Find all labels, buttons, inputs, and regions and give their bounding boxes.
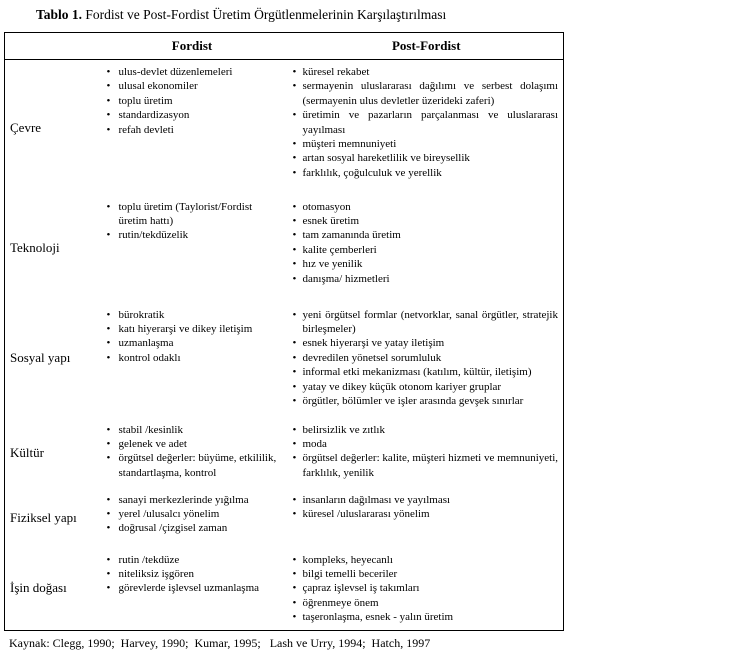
list-item: • örgütler, bölümler ve işler arasında gevşek sınırlar [290,394,564,408]
fordist-cell [95,547,290,631]
list-item: • rutin/tekdüzelik [95,228,290,242]
list-item: • kalite çemberleri [290,243,564,257]
postfordist-cell [290,300,564,417]
row-label-text: Kültür [10,444,44,460]
list-item: • örgütsel değerler: kalite, müşteri hizmeti ve memnuniyeti, farklılık, yenilik [290,451,564,480]
list-item: • kontrol odaklı [95,351,290,365]
list-item: • esnek üretim [290,214,564,228]
table-row [5,417,564,489]
table-row [5,300,564,417]
list-item: • katı hiyerarşi ve dikey iletişim [95,322,290,336]
postfordist-cell [290,489,564,547]
header-row [5,33,564,60]
list-item: • uzmanlaşma [95,336,290,350]
fordist-cell [95,196,290,300]
row-label [5,300,95,417]
fordist-cell [95,60,290,196]
list-item: • refah devleti [95,123,290,137]
list-item: • toplu üretim (Taylorist/Fordist üretim hattı) [95,200,290,229]
caption-title: Fordist ve Post-Fordist Üretim Örgütlenmelerinin Karşılaştırılması [85,7,447,22]
list-item: • toplu üretim [95,94,290,108]
postfordist-cell [290,196,564,300]
fordist-list [95,65,290,137]
postfordist-list [290,553,564,625]
row-label-text: İşin doğası [10,580,67,596]
fordist-cell [95,489,290,547]
list-item: • yeni örgütsel formlar (netvorklar, sanal örgütler, stratejik birleşmeler) [290,308,564,337]
list-item: • küresel rekabet [290,65,564,79]
table-caption [36,7,446,23]
list-item: • ulus-devlet düzenlemeleri [95,65,290,79]
list-item: • farklılık, çoğulculuk ve yerellik [290,166,564,180]
table-row [5,547,564,631]
postfordist-list [290,308,564,409]
list-item: • doğrusal /çizgisel zaman [95,521,290,535]
list-item: • görevlerde işlevsel uzmanlaşma [95,581,290,595]
list-item: • üretimin ve pazarların parçalanması ve uluslararası yayılması [290,108,564,137]
list-item: • ulusal ekonomiler [95,79,290,93]
fordist-list [95,423,290,481]
list-item: • bürokratik [95,308,290,322]
list-item: • niteliksiz işgören [95,567,290,581]
list-item: • devredilen yönetsel sorumluluk [290,351,564,365]
list-item: • informal etki mekanizması (katılım, kültür, iletişim) [290,365,564,379]
header-fordist: Fordist [95,33,290,60]
list-item: • çapraz işlevsel iş takımları [290,581,564,595]
source-footer: Kaynak: Clegg, 1990; Harvey, 1990; Kumar, 1995; Lash ve Urry, 1994; Hatch, 1997 [9,636,431,650]
row-label [5,547,95,631]
row-label-text: Sosyal yapı [10,350,71,365]
fordist-list [95,308,290,366]
list-item: • insanların dağılması ve yayılması [290,493,564,507]
list-item: • sanayi merkezlerinde yığılma [95,493,290,507]
postfordist-cell [290,417,564,489]
list-item: • yatay ve dikey küçük otonom kariyer gruplar [290,380,564,394]
header-postfordist: Post-Fordist [290,33,564,60]
table-row [5,60,564,196]
list-item: • müşteri memnuniyeti [290,137,564,151]
row-label [5,489,95,547]
list-item: • stabil /kesinlik [95,423,290,437]
list-item: • öğrenmeye önem [290,596,564,610]
row-label-text: Teknoloji [10,239,60,255]
fordist-cell [95,300,290,417]
list-item: • küresel /uluslararası yönelim [290,507,564,521]
list-item: • artan sosyal hareketlilik ve bireysellik [290,151,564,165]
row-label [5,417,95,489]
list-item: • kompleks, heyecanlı [290,553,564,567]
list-item: • taşeronlaşma, esnek - yalın üretim [290,610,564,624]
postfordist-list [290,65,564,180]
fordist-list [95,553,290,596]
table-row [5,196,564,300]
fordist-cell [95,417,290,489]
postfordist-list [290,423,564,481]
list-item: • esnek hiyerarşi ve yatay iletişim [290,336,564,350]
list-item: • danışma/ hizmetleri [290,272,564,286]
list-item: • hız ve yenilik [290,257,564,271]
list-item: • bilgi temelli beceriler [290,567,564,581]
fordist-list [95,200,290,243]
list-item: • standardizasyon [95,108,290,122]
list-item: • belirsizlik ve zıtlık [290,423,564,437]
list-item: • örgütsel değerler: büyüme, etkililik, standartlaşma, kontrol [95,451,290,480]
comparison-table [4,32,564,631]
list-item: • sermayenin uluslararası dağılımı ve serbest dolaşımı (sermayenin ulus devletler üzerideki zaferi) [290,79,564,108]
row-label [5,196,95,300]
list-item: • moda [290,437,564,451]
row-label-text: Fiziksel yapı [10,509,77,525]
row-label [5,60,95,196]
postfordist-list [290,200,564,286]
row-label-text: Çevre [10,119,42,135]
list-item: • yerel /ulusalcı yönelim [95,507,290,521]
list-item: • rutin /tekdüze [95,553,290,567]
list-item: • tam zamanında üretim [290,228,564,242]
postfordist-list [290,493,564,522]
fordist-list [95,493,290,536]
list-item: • gelenek ve adet [95,437,290,451]
caption-label: Tablo 1. [36,7,83,22]
postfordist-cell [290,60,564,196]
header-empty [5,33,95,60]
table-row [5,489,564,547]
list-item: • otomasyon [290,200,564,214]
postfordist-cell [290,547,564,631]
